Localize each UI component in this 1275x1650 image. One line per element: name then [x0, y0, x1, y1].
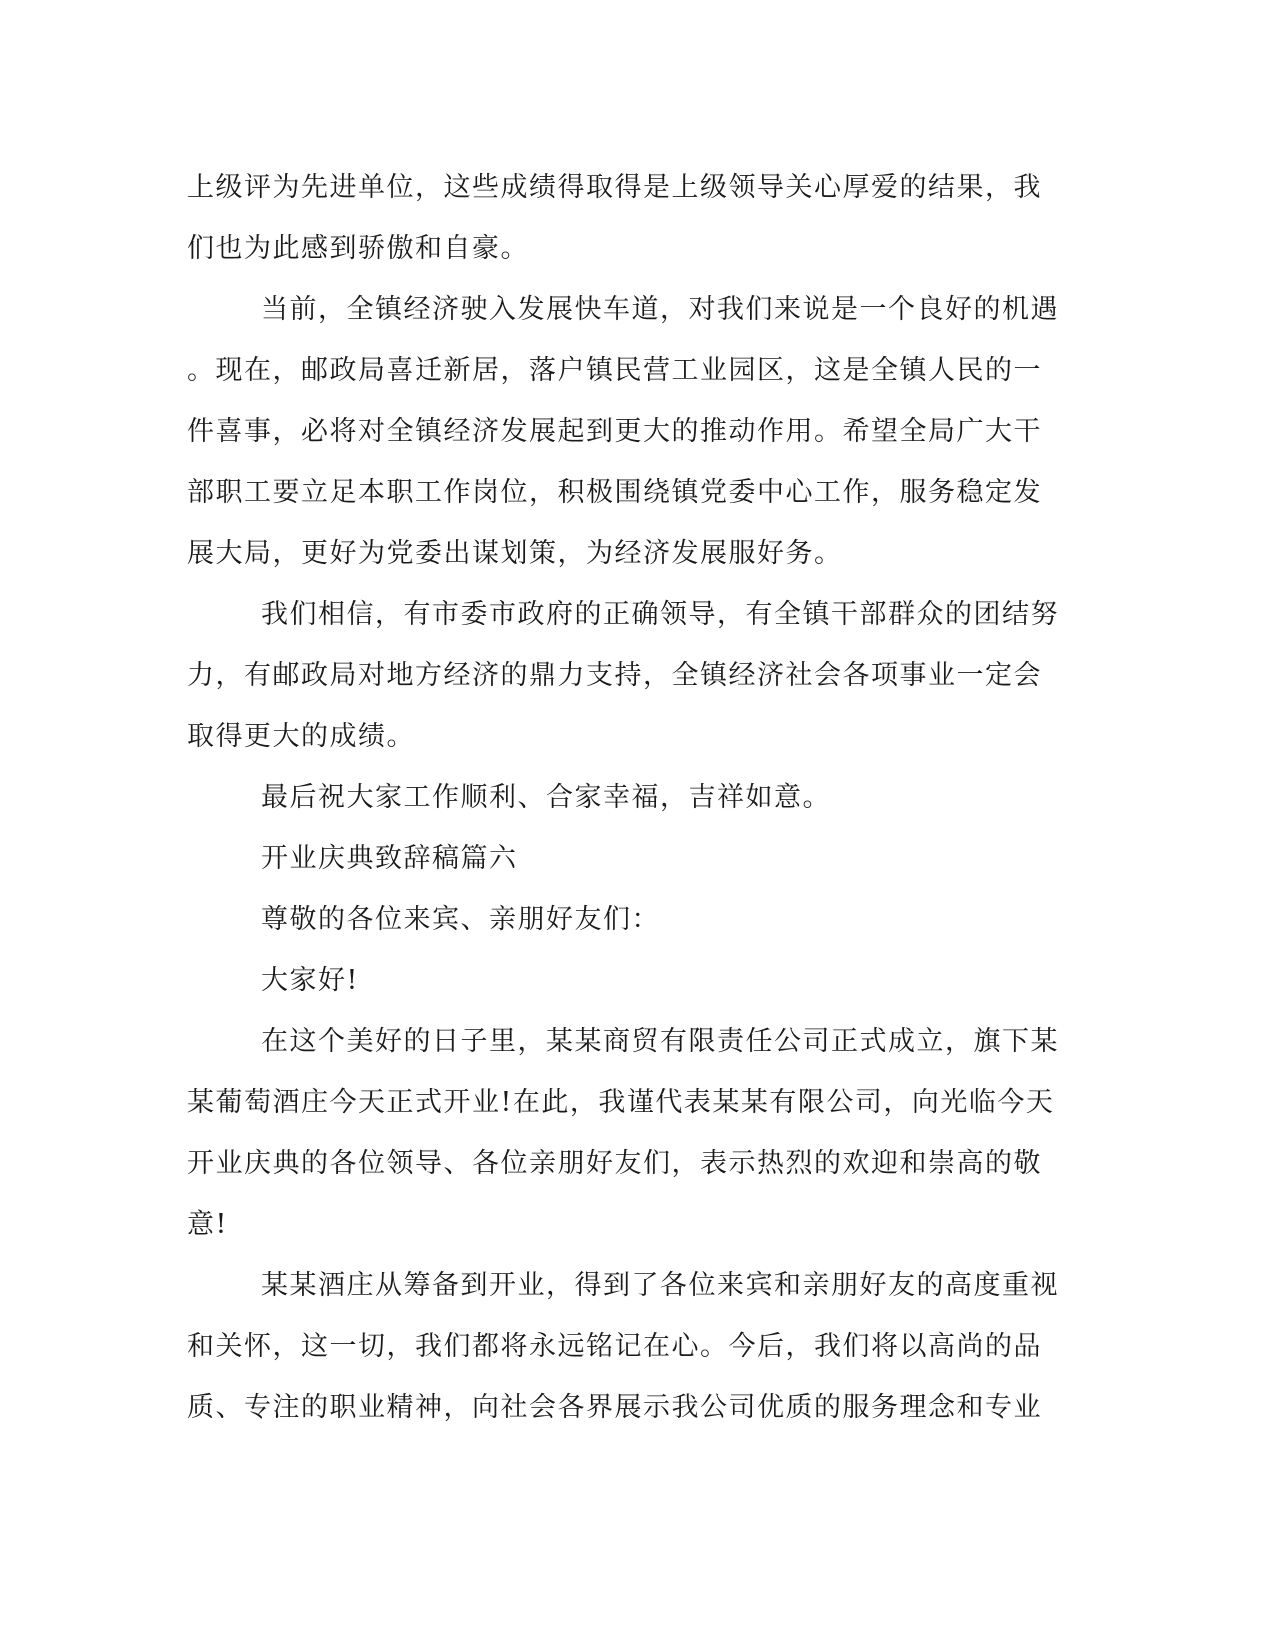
body-line: 和关怀，这一切，我们都将永远铭记在心。今后，我们将以高尚的品: [187, 1331, 1042, 1362]
body-line: 力，有邮政局对地方经济的鼎力支持，全镇经济社会各项事业一定会: [187, 660, 1042, 691]
body-line: 我们相信，有市委市政府的正确领导，有全镇干部群众的团结努: [261, 599, 1059, 630]
body-line: 取得更大的成绩。: [187, 721, 415, 752]
salutation: 尊敬的各位来宾、亲朋好友们：: [261, 904, 660, 935]
body-line: 某葡萄酒庄今天正式开业!在此，我谨代表某某有限公司，向光临今天: [187, 1087, 1055, 1118]
body-line: 某某酒庄从筹备到开业，得到了各位来宾和亲朋好友的高度重视: [261, 1270, 1059, 1301]
greeting: 大家好!: [261, 965, 359, 996]
section-heading: 开业庆典致辞稿篇六: [261, 843, 518, 874]
body-line: 件喜事，必将对全镇经济发展起到更大的推动作用。希望全局广大干: [187, 416, 1042, 447]
body-line: 质、专注的职业精神，向社会各界展示我公司优质的服务理念和专业: [187, 1392, 1042, 1423]
body-line: 。现在，邮政局喜迁新居，落户镇民营工业园区，这是全镇人民的一: [187, 355, 1042, 386]
body-line: 最后祝大家工作顺利、合家幸福，吉祥如意。: [261, 782, 831, 813]
body-line: 在这个美好的日子里，某某商贸有限责任公司正式成立，旗下某: [261, 1026, 1059, 1057]
document-body: [187, 157, 1075, 1438]
body-line: 部职工要立足本职工作岗位，积极围绕镇党委中心工作，服务稳定发: [187, 477, 1042, 508]
body-line: 上级评为先进单位，这些成绩得取得是上级领导关心厚爱的结果，我: [187, 172, 1042, 203]
body-line: 当前，全镇经济驶入发展快车道，对我们来说是一个良好的机遇: [261, 294, 1059, 325]
body-line: 展大局，更好为党委出谋划策，为经济发展服好务。: [187, 538, 843, 569]
body-line: 意!: [187, 1209, 228, 1240]
body-line: 们也为此感到骄傲和自豪。: [187, 233, 529, 264]
body-line: 开业庆典的各位领导、各位亲朋好友们，表示热烈的欢迎和崇高的敬: [187, 1148, 1042, 1179]
